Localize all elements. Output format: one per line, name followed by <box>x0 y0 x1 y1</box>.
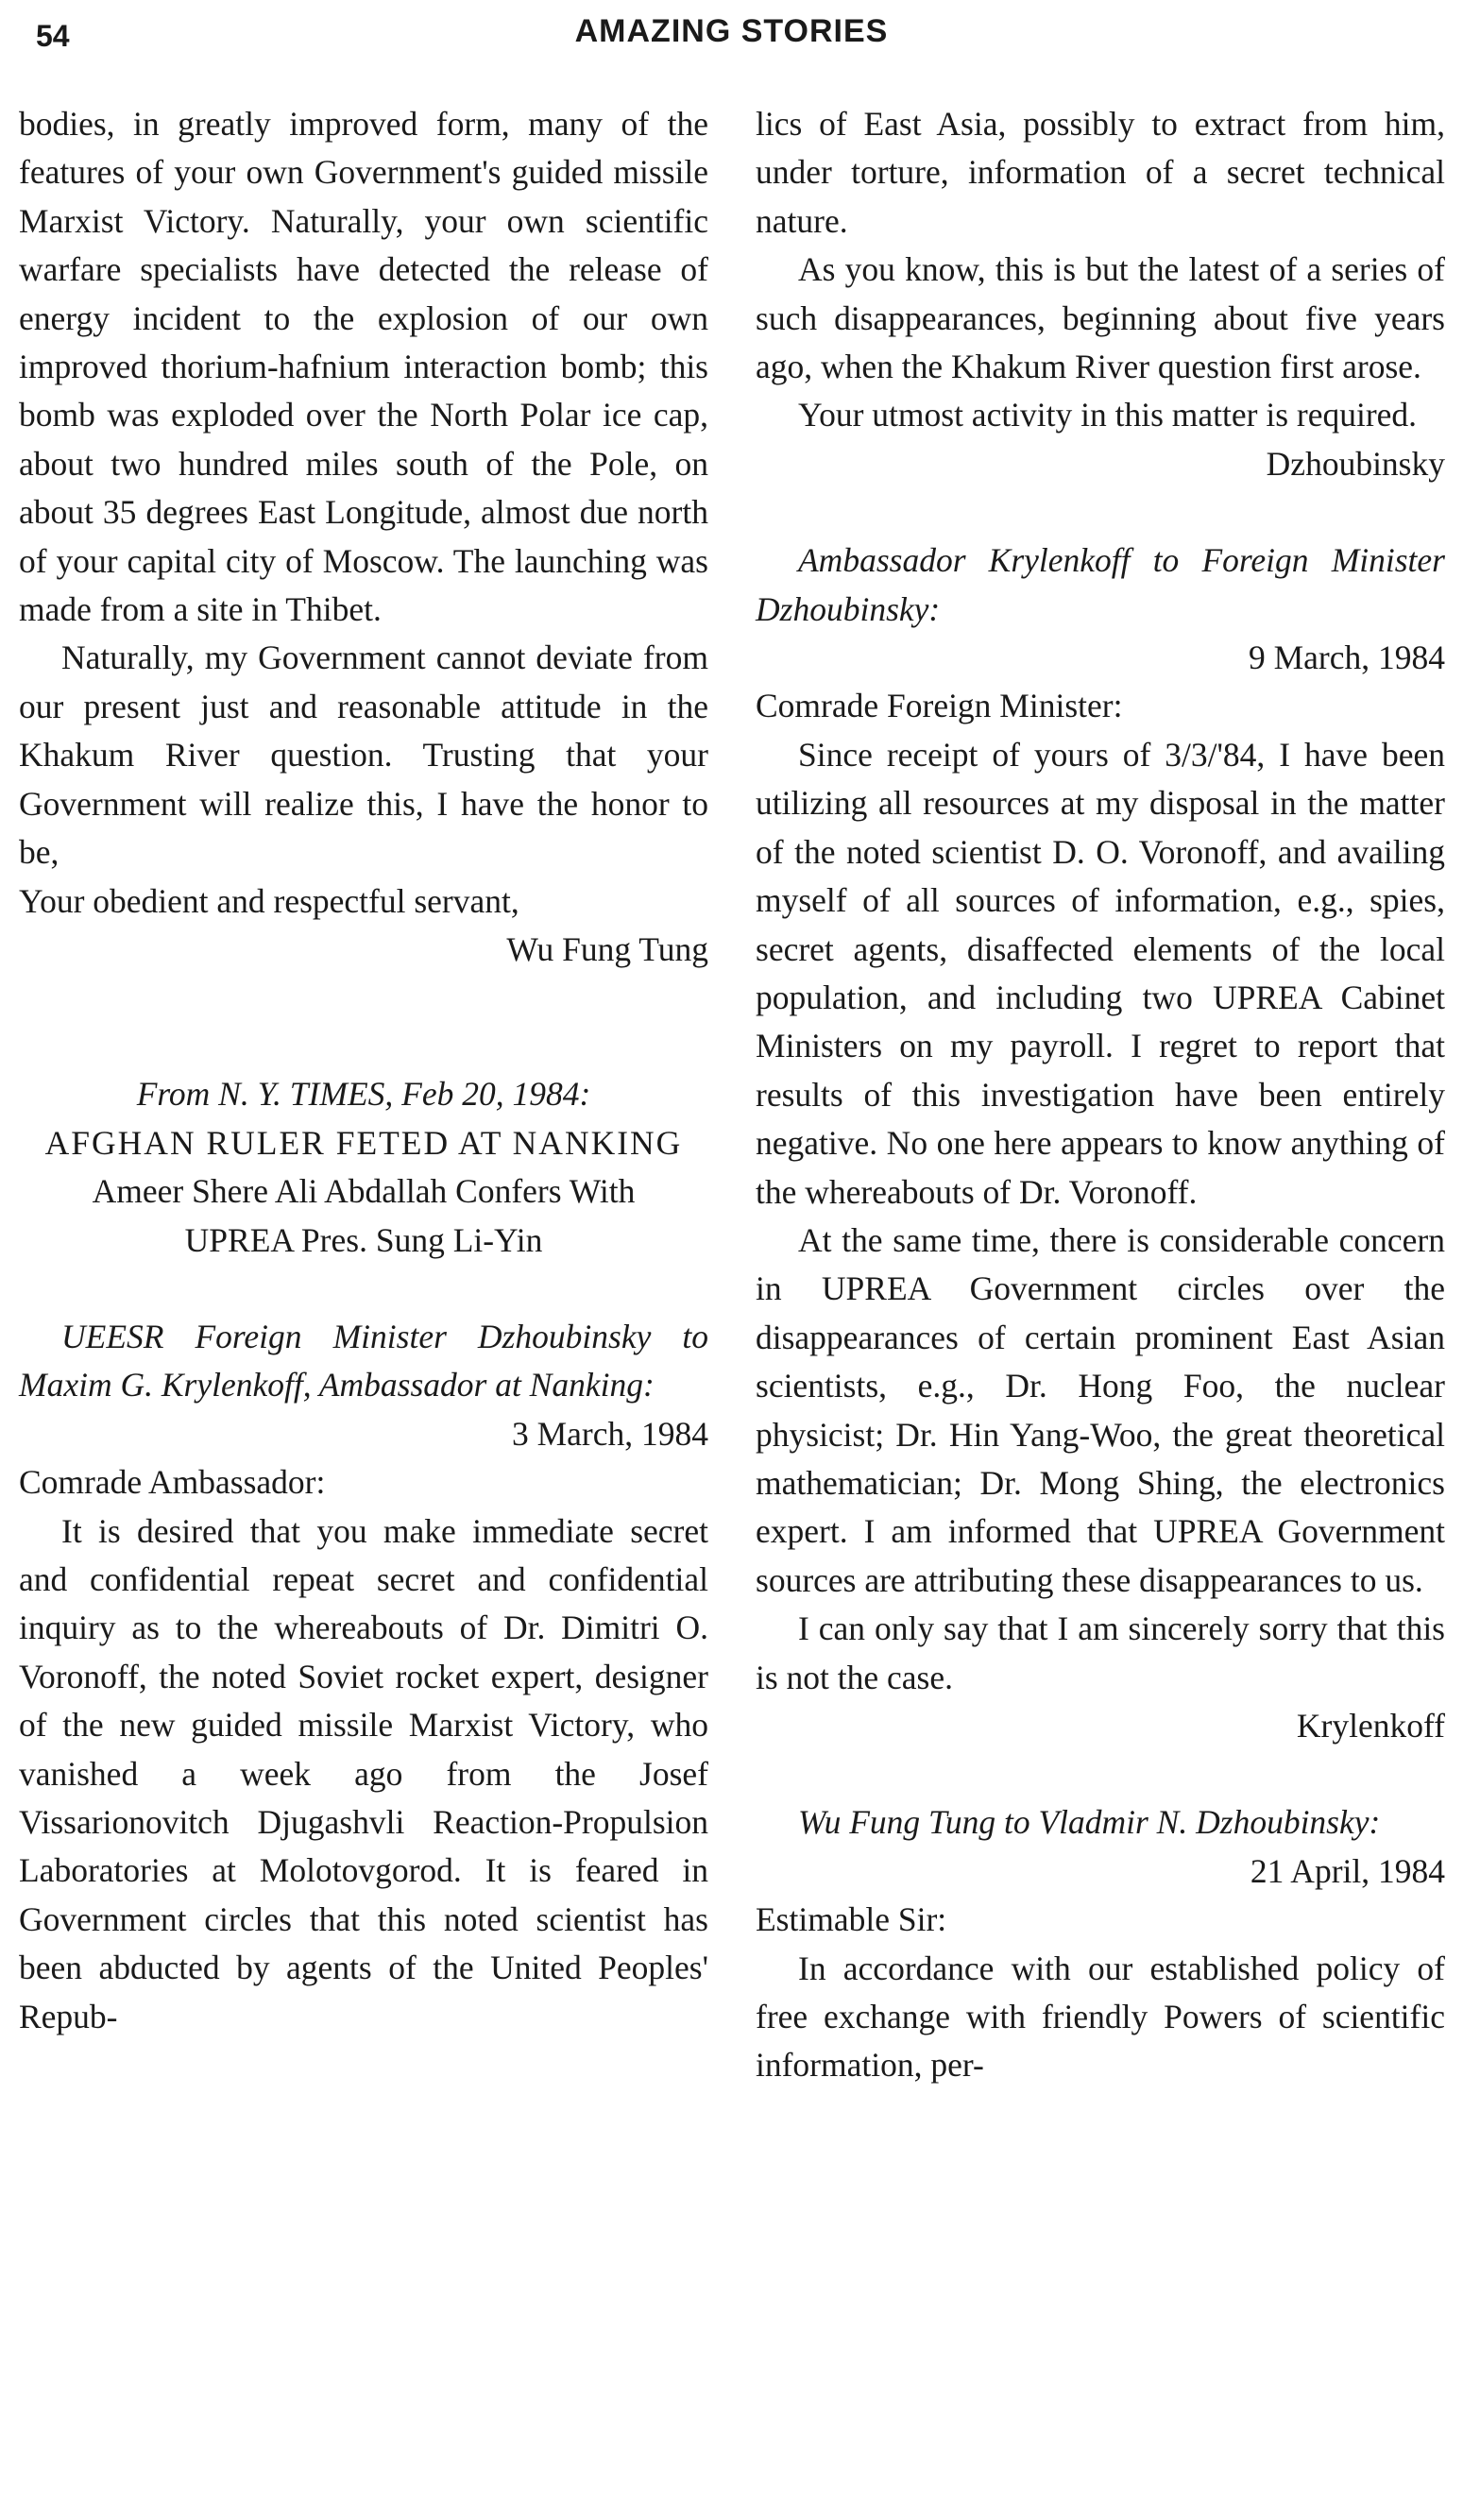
letter-date: 9 March, 1984 <box>1248 639 1445 677</box>
letter-heading: Ambassador Krylenkoff to Foreign Minister Dzhoubinsky: <box>756 541 1445 628</box>
letter-body: It is desired that you make immediate secret and confidential repeat secret and confidential inquiry as to the whereabouts of Dr. Dimitri O. Voronoff, the noted Soviet rocket expert, designer of the new guided missile Marxist Victory, who vanished a week ago from the Josef Vissarionovitch Djugashvli Reaction-Propulsion Laboratories at Molotovgorod. It is feared in Government circles that this noted scientist has been abducted by agents of the United Peoples' Repub- <box>19 1511 708 2035</box>
letter-date: 21 April, 1984 <box>1250 1851 1445 1890</box>
continued-paragraph: lics of East Asia, possibly to extract from him, under torture, information of a secret technical nature. <box>756 105 1445 240</box>
news-headline: AFGHAN RULER FETED AT NANKING <box>44 1123 683 1162</box>
page-header <box>26 13 1437 60</box>
right-column <box>756 100 1445 2090</box>
letter-body: Since receipt of yours of 3/3/'84, I have been utilizing all resources at my disposal in the matter of the noted scientist D. O. Voronoff, and availing myself of all sources of information, e.g., spies, secret agents, disaffected elements of the local population, and including two UPREA Cabinet Ministers on my payroll. I regret to report that results of this investigation have been entirely negative. No one here appears to know anything of the whereabouts of Dr. Voronoff. <box>756 735 1445 1211</box>
running-title: AMAZING STORIES <box>574 13 889 49</box>
signature-krylenkoff: Krylenkoff <box>1296 1707 1445 1745</box>
news-source-line: From N. Y. TIMES, Feb 20, 1984: <box>136 1075 591 1114</box>
letter-heading: UEESR Foreign Minister Dzhoubinsky to Maxim G. Krylenkoff, Ambassador at Nanking: <box>19 1317 708 1405</box>
letter-date: 3 March, 1984 <box>511 1414 708 1453</box>
paragraph: As you know, this is but the latest of a series of such disappearances, beginning about five years ago, when the Khakum River question first arose. <box>756 250 1445 386</box>
news-subhead-2: UPREA Pres. Sung Li-Yin <box>184 1220 543 1259</box>
left-column <box>19 100 708 2041</box>
letter-closing: Your obedient and respectful servant, <box>19 881 519 920</box>
continued-paragraph: bodies, in greatly improved form, many of the features of your own Government's guided missile Marxist Victory. Naturally, your own scientific warfare specialists have detected the release of energy incident to the explosion of our own improved thorium-hafnium interaction bomb; this bomb was exploded over the North Polar ice cap, about two hundred miles south of the Pole, on about 35 degrees East Longitude, almost due north of your capital city of Moscow. The launching was made from a site in Thibet. <box>19 105 708 629</box>
news-subhead: Ameer Shere Ali Abdallah Confers With <box>92 1172 636 1211</box>
letter-heading: Wu Fung Tung to Vladmir N. Dzhoubinsky: <box>798 1803 1381 1842</box>
page-number: 54 <box>36 19 70 53</box>
signature-wu-fung-tung: Wu Fung Tung <box>506 929 708 968</box>
letter-body: In accordance with our established policy of free exchange with friendly Powers of scientific information, per- <box>756 1949 1445 2085</box>
signature-dzhoubinsky: Dzhoubinsky <box>1266 444 1445 483</box>
letter-body: At the same time, there is considerable concern in UPREA Government circles over the disappearances of certain prominent East Asian scientists, e.g., Dr. Hong Foo, the nuclear physicist; Dr. Hin Yang-Woo, the great theoretical mathematician; Dr. Mong Shing, the electronics expert. I am informed that UPREA Government sources are attributing these disappearances to us. <box>756 1220 1445 1599</box>
letter-salutation: Comrade Foreign Minister: <box>756 687 1123 725</box>
letter-body: I can only say that I am sincerely sorry that this is not the case. <box>756 1609 1445 1696</box>
paragraph: Naturally, my Government cannot deviate from our present just and reasonable attitude in the Khakum River question. Trusting that your Government will realize this, I have the honor to be, <box>19 639 708 872</box>
paragraph: Your utmost activity in this matter is required. <box>798 396 1418 434</box>
letter-salutation: Estimable Sir: <box>756 1900 947 1939</box>
letter-salutation: Comrade Ambassador: <box>19 1463 326 1502</box>
